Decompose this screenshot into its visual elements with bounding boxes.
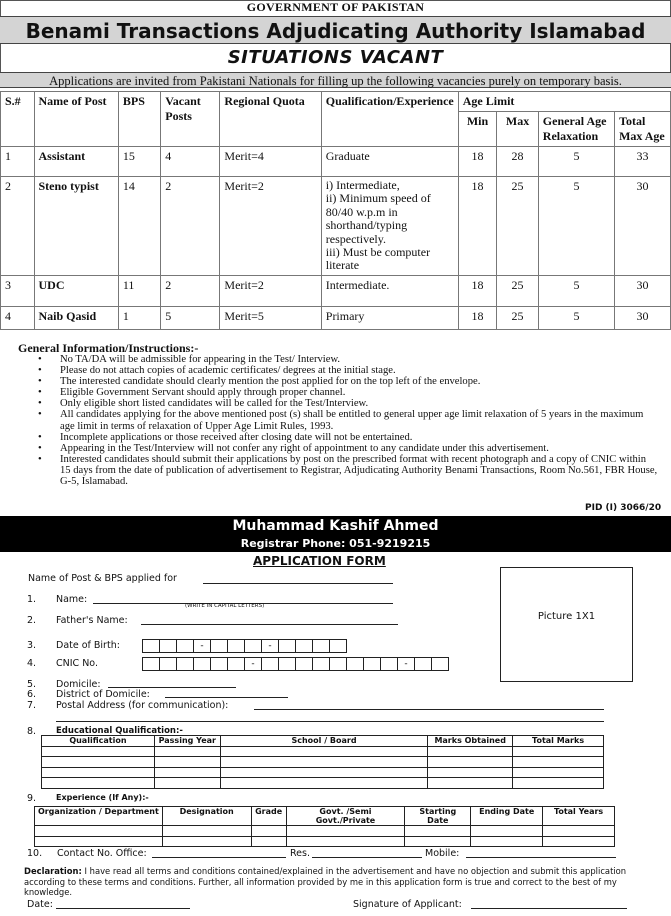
pid-number: PID (I) 3066/20 [585, 503, 662, 513]
cell-post: Naib Qasid [34, 306, 118, 329]
field-number: 10. [27, 848, 43, 859]
res-label: Res. [290, 848, 310, 859]
exp-col-grade: Grade [251, 807, 286, 826]
edu-col-total: Total Marks [513, 736, 604, 747]
caps-note: (WRITE IN CAPITAL LETTERS) [185, 603, 265, 609]
col-relaxation: General Age Relaxation [538, 112, 614, 147]
instruction-item: • Please do not attach copies of academic certificates/ degrees at the initial stage. [38, 365, 658, 376]
post-input[interactable] [203, 583, 393, 584]
col-total-age: Total Max Age [615, 112, 671, 147]
col-bps: BPS [118, 92, 160, 147]
table-row[interactable] [42, 778, 604, 789]
district-label: District of Domicile: [56, 689, 150, 700]
registrar-phone: Registrar Phone: 051-9219215 [240, 537, 431, 550]
table-row [1, 275, 671, 306]
vacancy-table [0, 91, 671, 330]
cell-max: 28 [497, 147, 538, 177]
instruction-item: • Appearing in the Test/Interview will not confer any right of appointment to any candidate under this advertisement. [38, 443, 658, 454]
signature-label: Signature of Applicant: [353, 899, 462, 910]
cell-bps: 1 [118, 306, 160, 329]
cell-bps: 15 [118, 147, 160, 177]
cell-vacant: 4 [161, 147, 220, 177]
cell-total: 30 [615, 306, 671, 329]
education-table [41, 735, 604, 789]
instructions-heading: General Information/Instructions:- [18, 341, 199, 355]
col-age-limit: Age Limit [458, 92, 670, 112]
contact-office-label: Contact No. Office: [57, 848, 147, 859]
form-title: APPLICATION FORM [253, 554, 386, 568]
edu-col-qualification: Qualification [42, 736, 155, 747]
cell-sno: 2 [1, 177, 35, 276]
cell-min: 18 [458, 275, 497, 306]
field-number: 5. [27, 679, 37, 690]
cell-vacant: 2 [161, 177, 220, 276]
table-row[interactable] [42, 767, 604, 778]
field-number: 7. [27, 700, 37, 711]
edu-col-year: Passing Year [154, 736, 220, 747]
instructions-list [38, 354, 658, 487]
cell-min: 18 [458, 177, 497, 276]
cell-post: Assistant [34, 147, 118, 177]
cell-relax: 5 [538, 275, 614, 306]
col-quota: Regional Quota [220, 92, 321, 147]
domicile-input[interactable] [108, 687, 236, 688]
experience-table [34, 806, 615, 847]
cell-qualification: Intermediate. [321, 275, 458, 306]
cell-min: 18 [458, 306, 497, 329]
mobile-label: Mobile: [425, 848, 460, 859]
field-number: 8. [27, 726, 37, 737]
education-header-row [42, 736, 604, 747]
cell-relax: 5 [538, 306, 614, 329]
cnic-label: CNIC No. [56, 658, 98, 669]
cell-total: 30 [615, 275, 671, 306]
instruction-item: • No TA/DA will be admissible for appearing in the Test/ Interview. [38, 354, 658, 365]
postal-label: Postal Address (for communication): [56, 700, 229, 711]
col-max: Max [497, 112, 538, 147]
cell-sno: 3 [1, 275, 35, 306]
postal-input-line2[interactable] [56, 721, 604, 722]
col-vacant: Vacant Posts [161, 92, 220, 147]
mobile-input[interactable] [466, 857, 616, 858]
district-input[interactable] [165, 697, 288, 698]
res-phone-input[interactable] [312, 857, 422, 858]
exp-col-start: Starting Date [405, 807, 471, 826]
field-number: 2. [27, 615, 37, 626]
edu-col-school: School / Board [220, 736, 428, 747]
cell-qualification: Primary [321, 306, 458, 329]
cell-max: 25 [497, 306, 538, 329]
govt-heading: GOVERNMENT OF PAKISTAN [246, 0, 425, 14]
dob-label: Date of Birth: [56, 640, 120, 651]
instruction-item: • The interested candidate should clearly mention the post applied for on the top left of the envelope. [38, 376, 658, 387]
instruction-item: • Interested candidates should submit their applications by post on the prescribed format with recent photograph and a copy of CNIC within 15 days from the date of publication of advertisement to Registrar, Adjudicating Authority Benami Transactions, Room No.561, FBR House, G-5, Islamabad. [38, 454, 658, 487]
dob-boxes[interactable]: - - [142, 639, 346, 653]
cell-vacant: 5 [161, 306, 220, 329]
col-post: Name of Post [34, 92, 118, 147]
cell-quota: Merit=2 [220, 177, 321, 276]
experience-label: Experience (If Any):- [56, 793, 149, 802]
table-row[interactable] [42, 757, 604, 768]
table-row[interactable] [35, 826, 615, 837]
field-number: 3. [27, 640, 37, 651]
name-label: Name: [56, 594, 88, 605]
cell-max: 25 [497, 275, 538, 306]
experience-header-row [35, 807, 615, 826]
col-min: Min [458, 112, 497, 147]
cell-sno: 4 [1, 306, 35, 329]
cell-post: Steno typist [34, 177, 118, 276]
cnic-boxes[interactable]: - - [142, 657, 448, 671]
domicile-label: Domicile: [56, 679, 101, 690]
intro-text: Applications are invited from Pakistani Nationals for filling up the following vacancies purely on temporary basis. [0, 72, 671, 88]
table-row [1, 306, 671, 329]
field-number: 6. [27, 689, 37, 700]
cell-quota: Merit=4 [220, 147, 321, 177]
cell-relax: 5 [538, 177, 614, 276]
instruction-item: • All candidates applying for the above mentioned post (s) shall be entitled to general upper age limit relaxation of 5 years in the maximum age limit in terms of relaxation of Upper Age Limit Rules, 1993. [38, 409, 658, 431]
field-number: 1. [27, 594, 37, 605]
col-qualification: Qualification/Experience [321, 92, 458, 147]
edu-col-marks: Marks Obtained [428, 736, 513, 747]
date-input[interactable] [56, 908, 190, 909]
instruction-item: • Incomplete applications or those received after closing date will not be entertained. [38, 432, 658, 443]
photo-box [500, 567, 633, 682]
situations-vacant-title: SITUATIONS VACANT [227, 47, 444, 68]
instruction-item: • Only eligible short listed candidates will be called for the Test/Interview. [38, 398, 658, 409]
cell-total: 30 [615, 177, 671, 276]
post-label: Name of Post & BPS applied for [28, 573, 177, 584]
education-label: Educational Qualification:- [56, 726, 183, 736]
exp-col-govt: Govt. /Semi Govt./Private [286, 807, 405, 826]
cell-quota: Merit=2 [220, 275, 321, 306]
col-sno: S.# [1, 92, 35, 147]
declaration-label: Declaration: [24, 866, 82, 876]
signature-input[interactable] [471, 908, 627, 909]
cell-min: 18 [458, 147, 497, 177]
exp-col-organization: Organization / Department [35, 807, 163, 826]
cell-max: 25 [497, 177, 538, 276]
cell-post: UDC [34, 275, 118, 306]
declaration-body: I have read all terms and conditions contained/explained in the advertisement and have no objection and submit this application according to these terms and conditions. Further, all information provided by me in this application form is true and correct to the best of my knowledge. [24, 866, 627, 898]
father-name-input[interactable] [141, 624, 398, 625]
date-label: Date: [27, 899, 53, 910]
registrar-name: Muhammad Kashif Ahmed [232, 518, 439, 534]
authority-title: Benami Transactions Adjudicating Authority Islamabad [0, 16, 671, 44]
declaration-text [24, 866, 644, 898]
table-row [1, 147, 671, 177]
cell-sno: 1 [1, 147, 35, 177]
field-number: 4. [27, 658, 37, 669]
table-row[interactable] [35, 836, 615, 847]
exp-col-years: Total Years [543, 807, 615, 826]
cell-bps: 11 [118, 275, 160, 306]
cell-qualification: Graduate [321, 147, 458, 177]
table-row [1, 177, 671, 276]
father-name-label: Father's Name: [56, 615, 128, 626]
cell-relax: 5 [538, 147, 614, 177]
table-row[interactable] [42, 746, 604, 757]
photo-label: Picture 1X1 [537, 611, 596, 622]
field-number: 9. [27, 793, 37, 804]
cell-qualification: i) Intermediate, ii) Minimum speed of 80/40 w.p.m in shorthand/typing respectively. iii) Must be computer literate [321, 177, 458, 276]
exp-col-designation: Designation [162, 807, 251, 826]
cell-total: 33 [615, 147, 671, 177]
contact-banner [0, 516, 671, 552]
cell-quota: Merit=5 [220, 306, 321, 329]
instruction-item: • Eligible Government Servant should apply through proper channel. [38, 387, 658, 398]
cell-bps: 14 [118, 177, 160, 276]
postal-input[interactable] [254, 709, 604, 710]
office-phone-input[interactable] [152, 857, 286, 858]
cell-vacant: 2 [161, 275, 220, 306]
exp-col-end: Ending Date [471, 807, 543, 826]
table-header-row [1, 92, 671, 112]
